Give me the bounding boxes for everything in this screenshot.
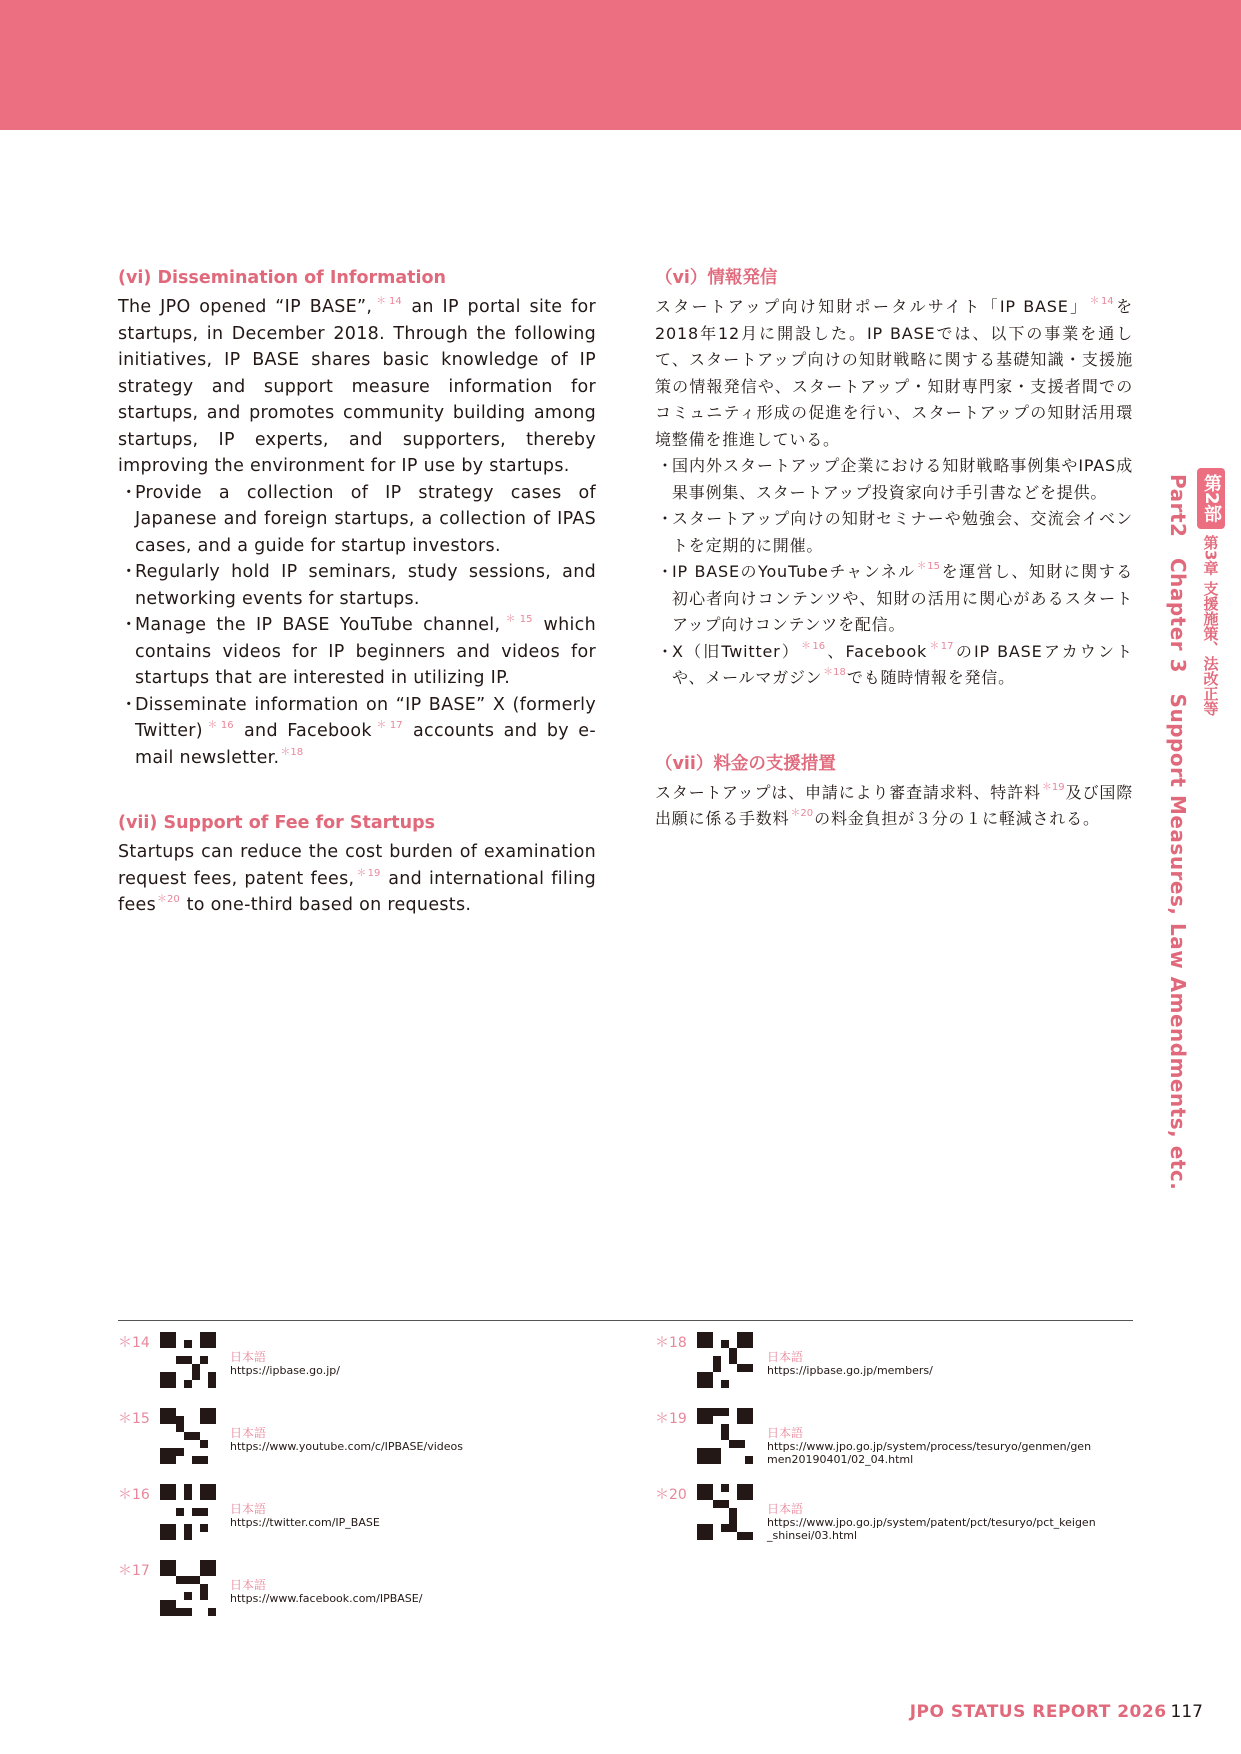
footnote-ref-15[interactable]: ＊15 xyxy=(501,614,533,625)
bullet-item: ・ Provide a collection of IP strategy cases of Japanese and foreign startups, a collection of IPAS cases, and a guide for startup investors. xyxy=(118,480,596,560)
bullet-marker: ・ xyxy=(120,562,138,582)
language-label: 日本語 xyxy=(767,1502,804,1516)
footnote-url[interactable]: https://www.jpo.go.jp/system/patent/pct/tesuryo/pct_keigen_shinsei/03.html xyxy=(767,1516,1096,1542)
bullet-item: ・ 国内外スタートアップ企業における知財戦略事例集やIPAS成果事例集、スタートアップ投資家向け手引書などを提供。 xyxy=(655,453,1133,506)
footnote-ref-18[interactable]: ＊18 xyxy=(823,667,846,678)
footnote-ref-16[interactable]: ＊16 xyxy=(203,720,234,731)
page-footer xyxy=(910,1702,1203,1722)
language-label: 日本語 xyxy=(767,1426,804,1440)
footnote-divider xyxy=(118,1320,1133,1321)
footnote-ref-16[interactable]: ＊16 xyxy=(801,640,826,652)
qr-code-icon[interactable] xyxy=(697,1484,753,1540)
bullet-marker: ・ xyxy=(657,562,674,581)
section-title: （vi）情報発信 xyxy=(655,268,778,288)
qr-code-icon[interactable] xyxy=(697,1332,753,1388)
footnote-url[interactable]: https://ipbase.go.jp/members/ xyxy=(767,1364,933,1377)
footnote-url[interactable]: https://www.facebook.com/IPBASE/ xyxy=(230,1592,423,1605)
bullet-item: ・ X（旧Twitter）$^{*16}$、Facebook$^{*17}$のIP BASEアカウントや、メールマガジン$^{*18}$でも随時情報を発信。 xyxy=(657,640,1133,687)
bullet-marker: ・ xyxy=(120,482,138,503)
bullet-marker: ・ xyxy=(120,615,138,635)
bullet-marker: ・ xyxy=(657,456,674,475)
footnote-15: ＊15 日本語 https://www.youtube.com/c/IPBASE/videos xyxy=(118,1408,578,1468)
footnote-ref-19[interactable]: ＊19 xyxy=(1041,781,1065,793)
footnote-18: ＊18 日本語 https://ipbase.go.jp/members/ xyxy=(655,1332,1115,1392)
footnote-url[interactable]: https://www.youtube.com/c/IPBASE/videos xyxy=(230,1440,463,1453)
footnote-19: ＊19 日本語 https://www.jpo.go.jp/system/process/tesuryo/genmen/genmen20190401/02_04.html xyxy=(655,1408,1115,1468)
page-number: 117 xyxy=(1170,1702,1203,1722)
bullet-item: ・ スタートアップ向けの知財セミナーや勉強会、交流会イベントを定期的に開催。 xyxy=(655,506,1133,559)
section-vii-en xyxy=(118,811,596,919)
footnote-17: ＊17 日本語 https://www.facebook.com/IPBASE/ xyxy=(118,1560,578,1620)
footnote-ref-15[interactable]: ＊15 xyxy=(916,561,941,572)
footnote-16: ＊16 日本語 https://twitter.com/IP_BASE xyxy=(118,1484,578,1544)
part-label-jp: 第2部 xyxy=(1197,468,1225,529)
language-label: 日本語 xyxy=(230,1502,267,1516)
footnote-ref-14[interactable]: ＊14 xyxy=(1089,296,1114,307)
paragraph: Startups can reduce the cost burden of examination request fees, patent fees,$^{*19}$ and international filing fees$^{*20}$ to one-third based on requests. xyxy=(118,842,596,915)
chapter-title-jp: 支援施策、法改正等 xyxy=(1201,580,1220,716)
footnote-ref-20[interactable]: ＊20 xyxy=(157,894,180,905)
report-title: JPO STATUS REPORT 2026 xyxy=(909,1702,1167,1722)
bullet-item: ・ Disseminate information on “IP BASE” X (formerly Twitter)$^{*16}$ and Facebook$^{*17}$ accounts and by e-mail newsletter.$^{*18}$ xyxy=(118,692,596,772)
chapter-tab-jp xyxy=(1196,468,1226,868)
bullet-marker: ・ xyxy=(657,509,674,528)
japanese-column xyxy=(655,266,1133,873)
chapter-label-jp: 第3章 xyxy=(1201,534,1220,575)
footnote-url[interactable]: https://twitter.com/IP_BASE xyxy=(230,1516,380,1529)
language-label: 日本語 xyxy=(230,1578,267,1592)
bullet-marker: ・ xyxy=(657,641,674,661)
footnote-ref-19[interactable]: ＊19 xyxy=(355,867,381,879)
paragraph: スタートアップは、申請により審査請求料、特許料$^{*19}$及び国際出願に係る手数料$^{*20}$の料金負担が３分の１に軽減される。 xyxy=(655,781,1133,828)
language-label: 日本語 xyxy=(230,1426,267,1440)
section-vi-en xyxy=(118,266,596,771)
header-band xyxy=(0,0,1241,130)
footnote-20: ＊20 日本語 https://www.jpo.go.jp/system/patent/pct/tesuryo/pct_keigen_shinsei/03.html xyxy=(655,1484,1115,1544)
bullet-marker: ・ xyxy=(120,694,138,715)
footnote-ref-17[interactable]: ＊17 xyxy=(372,720,403,731)
section-vii-jp xyxy=(655,752,1133,833)
section-vi-jp xyxy=(655,266,1133,692)
footnote-ref-17[interactable]: ＊17 xyxy=(928,640,954,652)
paragraph: The JPO opened “IP BASE”,$^{*14}$ an IP portal site for startups, in December 2018. Through the following initiatives, IP BASE shares basic knowledge of IP strategy and support measure information for startups, and promotes community building among startups, IP experts, and supporters, thereby improving the environment for IP use by startups. xyxy=(118,296,596,476)
footnote-url[interactable]: https://ipbase.go.jp/ xyxy=(230,1364,340,1377)
footnote-url[interactable]: https://www.jpo.go.jp/system/process/tesuryo/genmen/genmen20190401/02_04.html xyxy=(767,1440,1092,1466)
bullet-item: ・ Manage the IP BASE YouTube channel,$^{*15}$ which contains videos for IP beginners and videos for startups that are interested in utilizing IP. xyxy=(120,614,596,688)
section-title: （vii）料金の支援措置 xyxy=(655,753,836,774)
section-title: (vii) Support of Fee for Startups xyxy=(118,813,436,833)
section-title: (vi) Dissemination of Information xyxy=(118,268,447,288)
qr-code-icon[interactable] xyxy=(160,1332,216,1388)
footnote-14: ＊14 日本語 https://ipbase.go.jp/ xyxy=(118,1332,578,1392)
qr-code-icon[interactable] xyxy=(160,1408,216,1464)
language-label: 日本語 xyxy=(767,1350,804,1364)
english-column xyxy=(118,266,596,959)
footnote-ref-18[interactable]: ＊18 xyxy=(280,746,304,758)
qr-code-icon[interactable] xyxy=(697,1408,753,1464)
bullet-item: ・ Regularly hold IP seminars, study sessions, and networking events for startups. xyxy=(118,559,596,612)
qr-code-icon[interactable] xyxy=(160,1484,216,1540)
footnote-ref-14[interactable]: ＊14 xyxy=(373,296,402,307)
qr-code-icon[interactable] xyxy=(160,1560,216,1616)
bullet-item: ・ IP BASEのYouTubeチャンネル$^{*15}$を運営し、知財に関する初心者向けコンテンツや、知財の活用に関心があるスタートアップ向けコンテンツを配信。 xyxy=(657,561,1133,634)
footnote-ref-20[interactable]: ＊20 xyxy=(790,808,814,819)
paragraph: スタートアップ向け知財ポータルサイト「IP BASE」$^{*14}$を2018年12月に開設した。IP BASEでは、以下の事業を通して、スタートアップ向けの知財戦略に関する基礎知識・支援施策の情報発信や、スタートアップ・知財専門家・支援者間でのコミュニティ形成の促進を行い、スタートアップの知財活用環境整備を推進している。 xyxy=(655,296,1133,449)
language-label: 日本語 xyxy=(230,1350,267,1364)
chapter-title-en: Part2 Chapter 3 Support Measures, Law Amendments, etc. xyxy=(1166,474,1190,1191)
